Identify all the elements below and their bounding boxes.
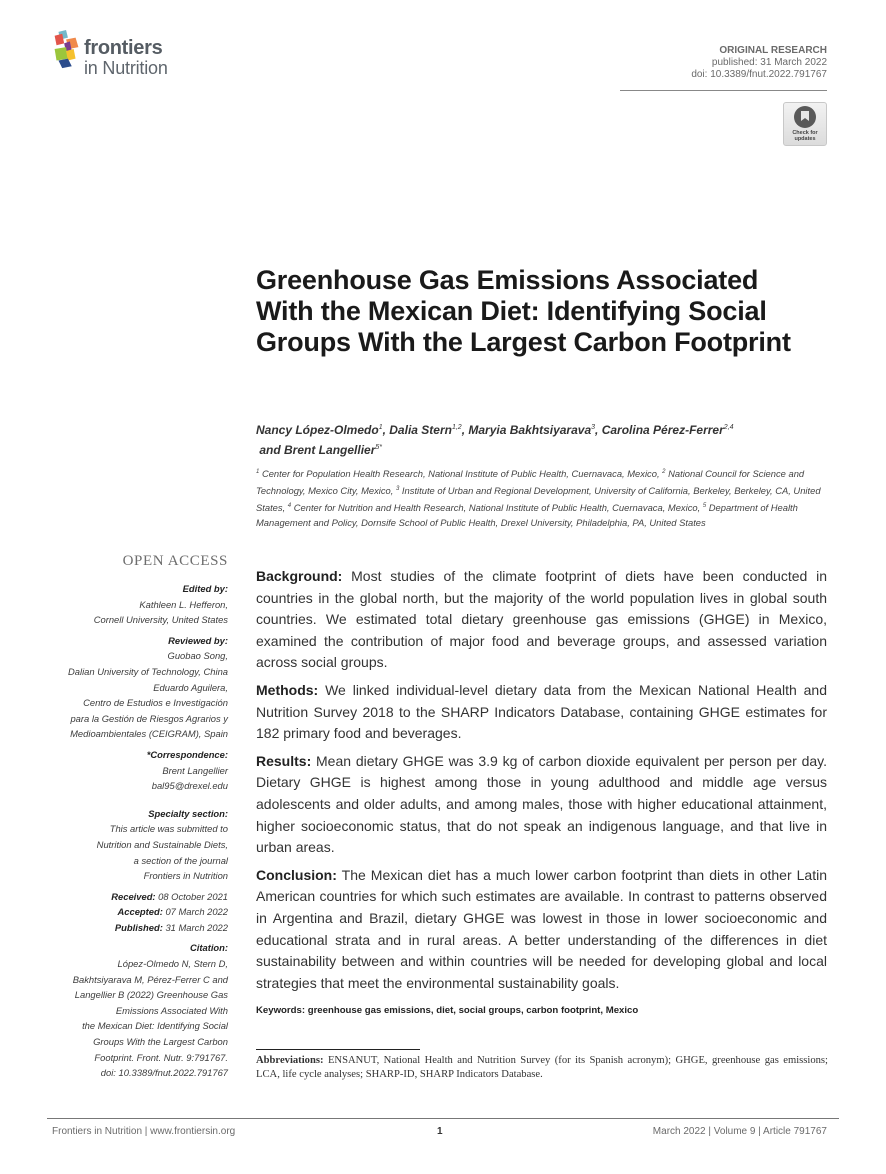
footnote-divider — [256, 1049, 420, 1050]
check-updates-line2: updates — [794, 136, 816, 142]
page-number: 1 — [437, 1126, 443, 1137]
article-doi[interactable]: doi: 10.3389/fnut.2022.791767 — [691, 69, 827, 80]
author[interactable]: Dalia Stern$^{1,2}$ — [389, 423, 462, 437]
citation-doi-link[interactable]: doi: 10.3389/fnut.2022.791767 — [100, 1067, 228, 1079]
correspondence-section: *Correspondence: Brent Langellier bal95@drexel.edu — [40, 747, 228, 794]
author[interactable]: Brent Langellier$^{5*}$ — [284, 443, 382, 457]
article-header-info — [691, 45, 827, 81]
journal-logo[interactable] — [52, 30, 168, 77]
article-sidebar — [40, 552, 228, 1086]
abbreviations-footnote: Abbreviations: ENSANUT, National Health and Nutrition Survey (for its Spanish acronym); GHGE, greenhouse gas emissions; LCA, life cycle analyses; SHARP-ID, SHARP Indicators Database. — [256, 1055, 828, 1080]
reviewed-by-section: Reviewed by: Guobao Song, Dalian University of Technology, China Eduardo Aguilera, Centro de Estudios e Investigación para la Gestión de Riesgos Agrarios y Medioambientales (CEIGRAM), Spain — [68, 634, 228, 740]
article-title: Greenhouse Gas Emissions Associated With the Mexican Diet: Identifying Social Groups With the Largest Carbon Footprint — [256, 265, 791, 357]
crossmark-icon — [794, 106, 816, 128]
abstract-results: Results: Mean dietary GHGE was 3.9 kg of carbon dioxide equivalent per person per day. Dietary GHGE is highest among those in young adulthood and middle age versus adolescents and older adults, and among males, those with higher educational attainment, higher socioeconomic status, that do not speak an indigenous language, and that live in urban areas. — [256, 752, 827, 856]
abstract-methods: Methods: We linked individual-level dietary data from the Mexican National Health and Nutrition Survey 2018 to the SHARP Indicators Database, containing GHGE estimates for 182 primary food and beverages. — [256, 681, 827, 742]
check-for-updates-button[interactable] — [783, 102, 827, 146]
logo-journal-name: in Nutrition — [84, 58, 168, 78]
correspondence-email-link[interactable]: bal95@drexel.edu — [151, 780, 228, 792]
footer-issue-info: March 2022 | Volume 9 | Article 791767 — [652, 1126, 827, 1137]
author[interactable]: Carolina Pérez-Ferrer$^{2,4}$ — [601, 423, 734, 437]
specialty-section: Specialty section: This article was submitted to Nutrition and Sustainable Diets, a section of the journal Frontiers in Nutrition — [96, 807, 228, 882]
citation-section: Citation: López-Olmedo N, Stern D, Bakhtsiyarava M, Pérez-Ferrer C and Langellier B (2022) Greenhouse Gas Emissions Associated With the Mexican Diet: Identifying Social Groups With the Largest Carbon Footprint. Front. Nutr. 9:791767. doi: 10.3389/fnut.2022.791767 — [40, 940, 228, 1080]
logo-frontiers-text: frontiers — [84, 37, 163, 59]
abstract-background: Background: Most studies of the climate footprint of diets have been conducted in countries in the global north, but the majority of the world population lives in global south countries. We estimated total dietary greenhouse gas emissions (GHGE) in Mexico, examined the contribution of major food and beverage groups, and assessed variation across social groups. — [256, 568, 827, 671]
published-date: published: 31 March 2022 — [711, 57, 827, 68]
author[interactable]: Maryia Bakhtsiyarava$^3$ — [468, 423, 596, 437]
check-updates-line1: Check for — [792, 130, 818, 136]
footer-journal-link[interactable]: Frontiers in Nutrition | www.frontiersin.org — [52, 1126, 236, 1137]
abstract — [256, 566, 827, 1000]
open-access-label: OPEN ACCESS — [122, 553, 228, 569]
frontiers-logo-icon — [52, 30, 82, 70]
dates-section: Received: 08 October 2021 Accepted: 07 March 2022 Published: 31 March 2022 — [111, 890, 228, 933]
header-divider — [620, 90, 827, 91]
footer-divider — [47, 1118, 839, 1119]
affiliations: $^1$ Center for Population Health Research, National Institute of Public Health, Cuernavaca, Mexico, $^2$ National Council for Science and Technology, Mexico City, Mexico, $^3$ Institute of Urban and Regional Development, University of California, Berkeley, Berkeley, CA, United States, $^4$ Center for Nutrition and Health Research, National Institute of Public Health, Cuernavaca, Mexico, $^5$ Department of Health Management and Policy, Dornsife School of Public Health, Drexel University, Philadelphia, PA, United States — [256, 468, 821, 529]
author-list: Nancy López-Olmedo$^1$, Dalia Stern$^{1,2}$, Maryia Bakhtsiyarava$^3$, Carolina Pérez-Ferrer$^{2,4}$ and Brent Langellier$^{5*}$ — [256, 423, 734, 457]
article-type: ORIGINAL RESEARCH — [719, 45, 827, 56]
abstract-conclusion: Conclusion: The Mexican diet has a much lower carbon footprint than diets in other Latin American countries for which such estimates are available. In contrast to patterns observed in Argentina and Brazil, dietary GHGE was lowest in those in lower socioeconomic and educational strata and in rural areas. A better understanding of the differences in diet sustainability between and within countries will be needed for developing global and local strategies that meet the environmental sustainability goals. — [256, 866, 827, 991]
keywords: Keywords: greenhouse gas emissions, diet, social groups, carbon footprint, Mexico — [256, 1005, 639, 1016]
author[interactable]: Nancy López-Olmedo$^1$ — [256, 423, 383, 437]
edited-by-section: Edited by: Kathleen L. Hefferon, Cornell University, United States — [93, 583, 228, 626]
